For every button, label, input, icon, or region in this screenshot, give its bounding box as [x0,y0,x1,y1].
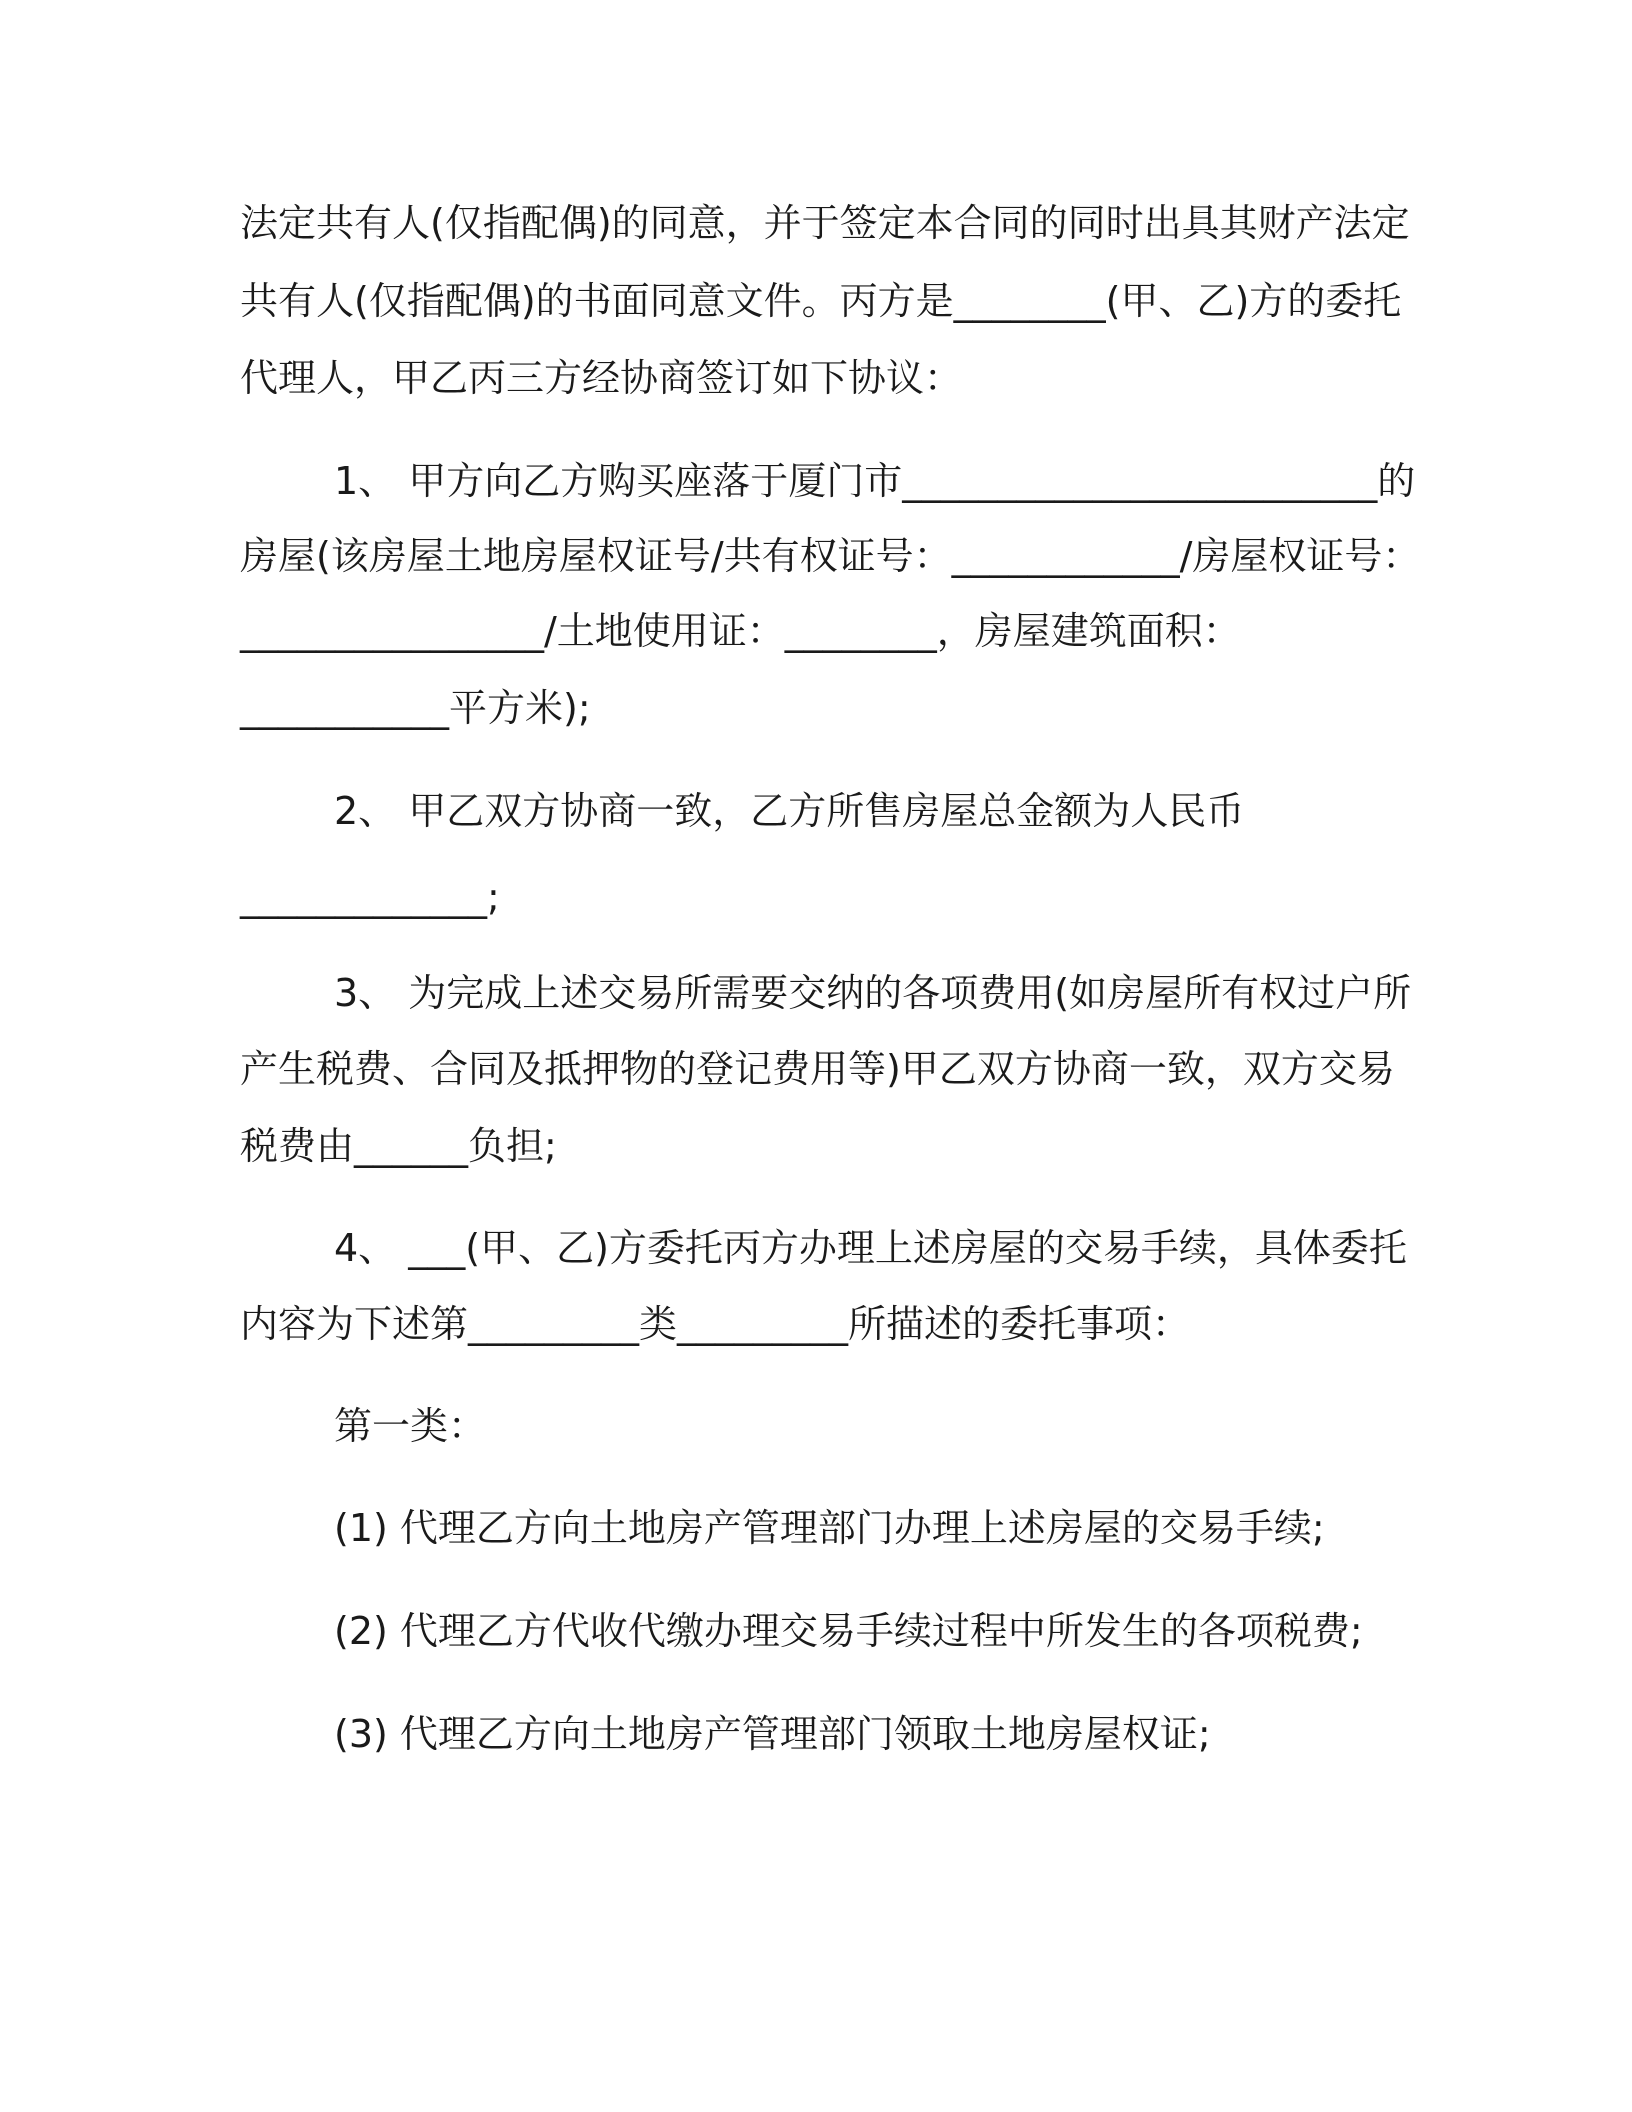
text-line: 共有人(仅指配偶)的书面同意文件。丙方是________(甲、乙)方的委托 [240,279,1402,323]
clause-2-line: 2、 甲乙双方协商一致，乙方所售房屋总金额为人民币 [334,789,1245,833]
section-heading: 第一类： [334,1404,487,1448]
text-line: 法定共有人(仅指配偶)的同意，并于签定本合同的同时出具其财产法定 [240,201,1410,245]
list-item: (1) 代理乙方向土地房产管理部门办理上述房屋的交易手续; [334,1506,1325,1550]
clause-4-line: 4、 ___(甲、乙)方委托丙方办理上述房屋的交易手续，具体委托 [334,1226,1407,1270]
text-line: _____________; [240,875,500,919]
text-line: ___________平方米); [240,686,591,730]
text-line: 税费由______负担; [240,1124,557,1168]
list-item: (3) 代理乙方向土地房产管理部门领取土地房屋权证; [334,1712,1211,1756]
text-line: ________________/土地使用证：________，房屋建筑面积： [240,609,1241,653]
text-line: 产生税费、合同及抵押物的登记费用等)甲乙双方协商一致，双方交易 [240,1047,1395,1091]
text-line: 内容为下述第_________类_________所描述的委托事项： [240,1302,1191,1346]
clause-1-line: 1、 甲方向乙方购买座落于厦门市_________________________的 [334,459,1416,503]
list-item: (2) 代理乙方代收代缴办理交易手续过程中所发生的各项税费; [334,1609,1363,1653]
clause-3-line: 3、 为完成上述交易所需要交纳的各项费用(如房屋所有权过户所 [334,971,1412,1015]
text-line: 代理人，甲乙丙三方经协商签订如下协议： [240,356,963,400]
text-line: 房屋(该房屋土地房屋权证号/共有权证号：____________/房屋权证号： [240,534,1421,578]
